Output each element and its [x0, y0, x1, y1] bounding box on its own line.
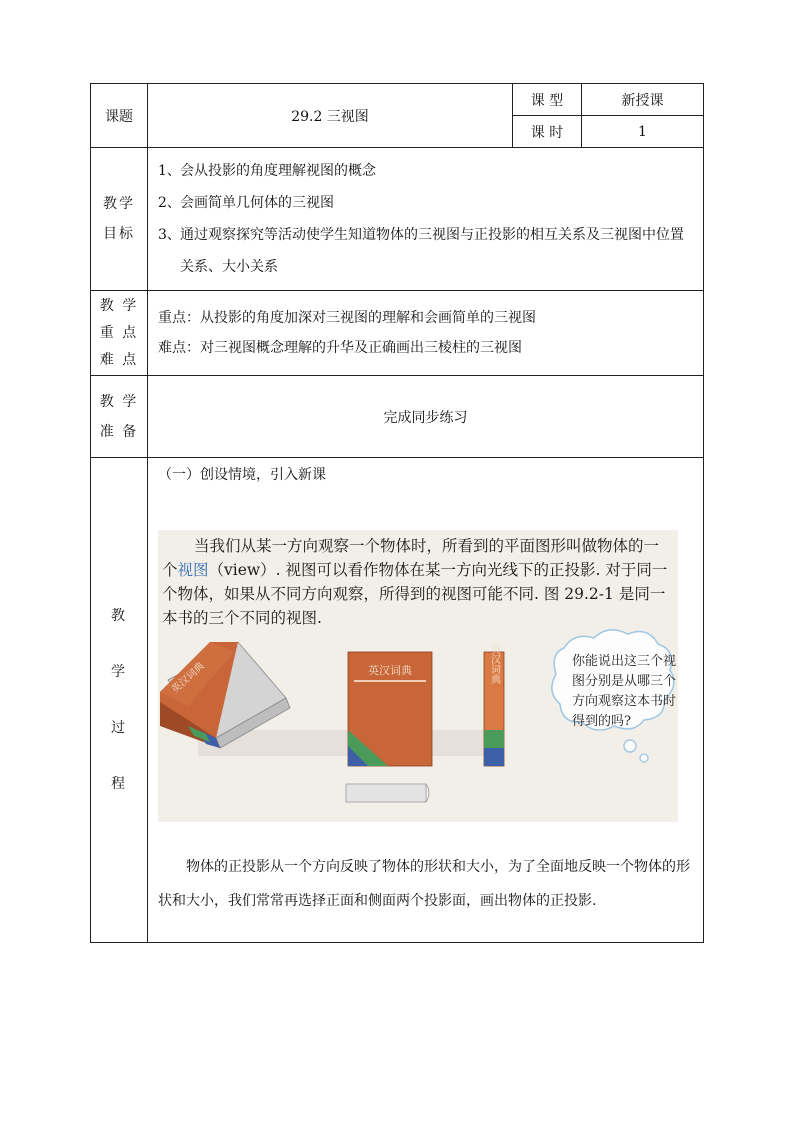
process-row [91, 458, 704, 943]
preparation-value: 完成同步练习 [148, 376, 704, 458]
objectives-row [91, 148, 704, 291]
key-points-label: 教 学 重 点 难 点 [91, 291, 148, 376]
key-points-content [148, 291, 704, 376]
front-book-title: 英汉词典 [368, 664, 412, 677]
header-row-1 [91, 84, 704, 116]
lesson-hours-value: 1 [582, 116, 704, 148]
preparation-row [91, 376, 704, 458]
key-points-row [91, 291, 704, 376]
top-view-book-icon [346, 784, 429, 802]
topic-value: 29.2 三视图 [148, 84, 513, 148]
tilted-book-title: 英汉词典 [169, 660, 207, 696]
process-label: 教 学 过 程 [91, 458, 148, 943]
lesson-type-label: 课 型 [513, 84, 582, 116]
highlighted-term: 视图 [177, 561, 209, 579]
objective-item: 2、 会画简单几何体的三视图 [158, 195, 334, 211]
process-content [148, 458, 704, 943]
textbook-figure [158, 530, 678, 822]
key-point-text: 重点：从投影的角度加深对三视图的理解和会画简单的三视图 [158, 310, 536, 326]
side-book-title: 英汉词典 [488, 644, 500, 684]
section-title: （一）创设情境，引入新课 [158, 467, 326, 483]
figure-caption-text: 当我们从某一方向观察一个物体时，所看到的平面图形叫做物体的一个视图（view）. 视图可以看作物体在某一方向光线下的正投影. 对于同一个物体，如果从不同方向观察，所得到的视图可能不同. 图 29.2-1 是同一本书的三个不同的视图. [162, 537, 668, 627]
topic-label: 课题 [91, 84, 148, 148]
objective-item: 3、 通过观察探究等活动使学生知道物体的三视图与正投影的相互关系及三视图中位置关系、大小关系 [158, 227, 684, 275]
objectives-list [148, 148, 704, 291]
difficult-point-text: 难点：对三视图概念理解的升华及正确画出三棱柱的三视图 [158, 340, 522, 356]
lesson-type-value: 新授课 [582, 84, 704, 116]
objectives-label: 教学 目标 [91, 148, 148, 291]
objective-item: 1、 会从投影的角度理解视图的概念 [158, 163, 376, 179]
bubble-question: 你能说出这三个视图分别是从哪三个方向观察这本书时得到的吗? [572, 654, 677, 729]
preparation-label: 教 学 准 备 [91, 376, 148, 458]
lesson-hours-label: 课 时 [513, 116, 582, 148]
lesson-plan-table [90, 83, 704, 943]
process-paragraph: 物体的正投影从一个方向反映了物体的形状和大小，为了全面地反映一个物体的形状和大小，我们常常再选择正面和侧面两个投影面，画出物体的正投影. [158, 859, 690, 909]
